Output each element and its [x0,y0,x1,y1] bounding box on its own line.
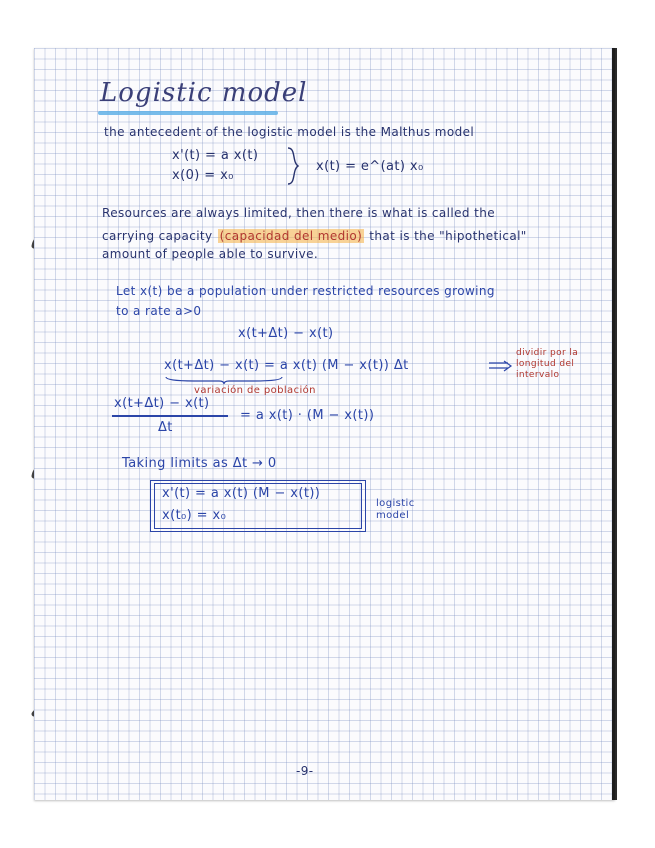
carrying-capacity-definition: that is the "hipothetical" [369,229,527,243]
malthus-equation-2: x(0) = x₀ [172,168,234,183]
implies-arrow-icon [488,360,514,372]
logistic-label: logistic [376,498,415,509]
resources-line-1: Resources are always limited, then there is what is called the [102,206,496,220]
page-number: -9- [296,764,314,778]
carrying-capacity-translation: (capacidad del medio) [219,229,363,243]
logistic-equation: x'(t) = a x(t) (M − x(t)) [162,486,321,501]
carrying-capacity-term: carrying capacity [102,229,213,243]
malthus-solution: x(t) = e^(at) x₀ [316,159,424,174]
fraction-bar [112,415,228,417]
fraction-denominator: Δt [158,420,173,435]
divide-note: dividir por la longitud del intervalo [516,348,579,380]
underbrace-icon [164,376,284,384]
increment-expression: x(t+Δt) − x(t) [238,326,334,341]
variation-note: variación de población [194,385,316,396]
resources-line-3: amount of people able to survive. [102,247,319,261]
fraction-numerator: x(t+Δt) − x(t) [114,396,210,411]
fraction-rhs: = a x(t) · (M − x(t)) [240,408,375,423]
page-title: Logistic model [100,78,308,108]
malthus-equation-1: x'(t) = a x(t) [172,148,259,163]
resources-line-2 [102,225,527,244]
let-line-2: to a rate a>0 [116,304,202,318]
main-equation: x(t+Δt) − x(t) = a x(t) (M − x(t)) Δt [164,358,409,373]
curly-brace-icon [286,146,302,186]
notebook-page [34,48,615,800]
intro-text: the antecedent of the logistic model is the Malthus model [104,125,475,139]
let-line-1: Let x(t) be a population under restricted resources growing [116,284,495,298]
title-underline [98,111,278,115]
limit-text: Taking limits as Δt → 0 [122,456,277,471]
model-label: model [376,510,410,521]
initial-condition: x(t₀) = x₀ [162,508,227,523]
